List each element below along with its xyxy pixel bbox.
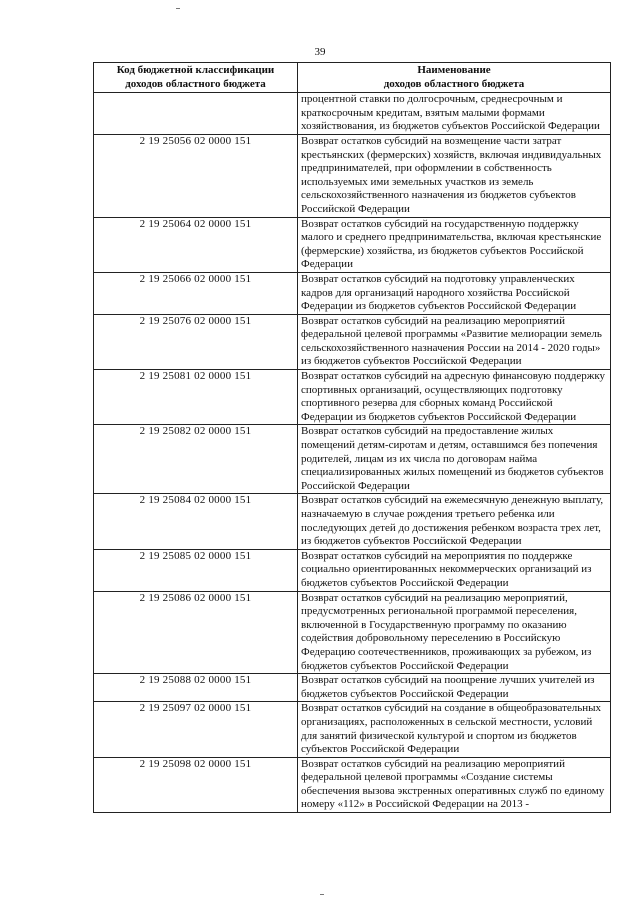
classification-code: 2 19 25076 02 0000 151 [94,314,298,369]
table-row [94,757,611,812]
classification-code: 2 19 25098 02 0000 151 [94,757,298,812]
table-row [94,702,611,757]
column-header-code-line2: доходов областного бюджета [125,77,266,90]
budget-classification-table [93,62,611,813]
classification-code: 2 19 25066 02 0000 151 [94,272,298,314]
income-name: Возврат остатков субсидий на реализацию мероприятий федеральной целевой программы «Развитие мелиорации земель сельскохозяйственного назначения России на 2014 - 2020 годы» из бюджетов субъектов Российской Федерации [298,314,611,369]
table-row [94,674,611,702]
classification-code [94,93,298,135]
income-name: Возврат остатков субсидий на реализацию мероприятий федеральной целевой программы «Создание системы обеспечения вызова экстренных оперативных служб по единому номеру «112» в Российской Федерации на 2013 - [298,757,611,812]
column-header-name-line2: доходов областного бюджета [383,77,525,90]
table-row [94,370,611,425]
table-header-row [94,63,611,93]
classification-code: 2 19 25086 02 0000 151 [94,591,298,674]
income-name: Возврат остатков субсидий на адресную финансовую поддержку спортивных организаций, осуществляющих подготовку спортивного резерва для сборных команд Российской Федерации из бюджетов субъектов Российской Федерации [298,370,611,425]
classification-code: 2 19 25097 02 0000 151 [94,702,298,757]
table-row [94,591,611,674]
column-header-code [94,63,298,93]
classification-code: 2 19 25085 02 0000 151 [94,549,298,591]
income-name: Возврат остатков субсидий на государственную поддержку малого и среднего предпринимательства, включая крестьянские (фермерские) хозяйства, из бюджетов субъектов Российской Федерации [298,217,611,272]
table-row [94,272,611,314]
classification-code: 2 19 25082 02 0000 151 [94,425,298,494]
income-name: Возврат остатков субсидий на создание в общеобразовательных организациях, расположенных в сельской местности, условий для занятий физической культурой и спортом из бюджетов субъектов Российской Федерации [298,702,611,757]
column-header-name [298,63,611,93]
scan-speck-mark [176,8,180,9]
table-row [94,314,611,369]
page-number: 39 [314,46,326,58]
table-row [94,549,611,591]
table-row [94,93,611,135]
income-name: Возврат остатков субсидий на подготовку управленческих кадров для организаций народного хозяйства Российской Федерации из бюджетов субъектов Российской Федерации [298,272,611,314]
income-name: Возврат остатков субсидий на предоставление жилых помещений детям-сиротам и детям, оставшимся без попечения родителей, лицам из их числа по договорам найма специализированных жилых помещений из бюджетов субъектов Российской Федерации [298,425,611,494]
income-name: Возврат остатков субсидий на реализацию мероприятий, предусмотренных региональной программой переселения, включенной в Государственную программу по оказанию содействия добровольному переселению в Российскую Федерацию соотечественников, проживающих за рубежом, из бюджетов субъектов Российской Федерации [298,591,611,674]
column-header-code-line1: Код бюджетной классификации [116,64,275,76]
table-row [94,425,611,494]
classification-code: 2 19 25081 02 0000 151 [94,370,298,425]
classification-code: 2 19 25084 02 0000 151 [94,494,298,549]
classification-code: 2 19 25056 02 0000 151 [94,134,298,217]
income-name: Возврат остатков субсидий на ежемесячную денежную выплату, назначаемую в случае рождения третьего ребенка или последующих детей до достижения ребенком возраста трех лет, из бюджетов субъектов Российской Федерации [298,494,611,549]
income-name: Возврат остатков субсидий на мероприятия по поддержке социально ориентированных некоммерческих организаций из бюджетов субъектов Российской Федерации [298,549,611,591]
income-name: Возврат остатков субсидий на возмещение части затрат крестьянских (фермерских) хозяйств, включая индивидуальных предпринимателей, при оформлении в собственность используемых ими земельных участков из земель сельскохозяйственного назначения из бюджетов субъектов Российской Федерации [298,134,611,217]
income-name: Возврат остатков субсидий на поощрение лучших учителей из бюджетов субъектов Российской Федерации [298,674,611,702]
table-row [94,494,611,549]
classification-code: 2 19 25088 02 0000 151 [94,674,298,702]
table-row [94,134,611,217]
table-row [94,217,611,272]
column-header-name-line1: Наименование [417,64,491,76]
classification-code: 2 19 25064 02 0000 151 [94,217,298,272]
scan-speck-mark [320,894,324,895]
income-name: процентной ставки по долгосрочным, среднесрочным и краткосрочным кредитам, взятым малыми формами хозяйствования, из бюджетов субъектов Российской Федерации [298,93,611,135]
